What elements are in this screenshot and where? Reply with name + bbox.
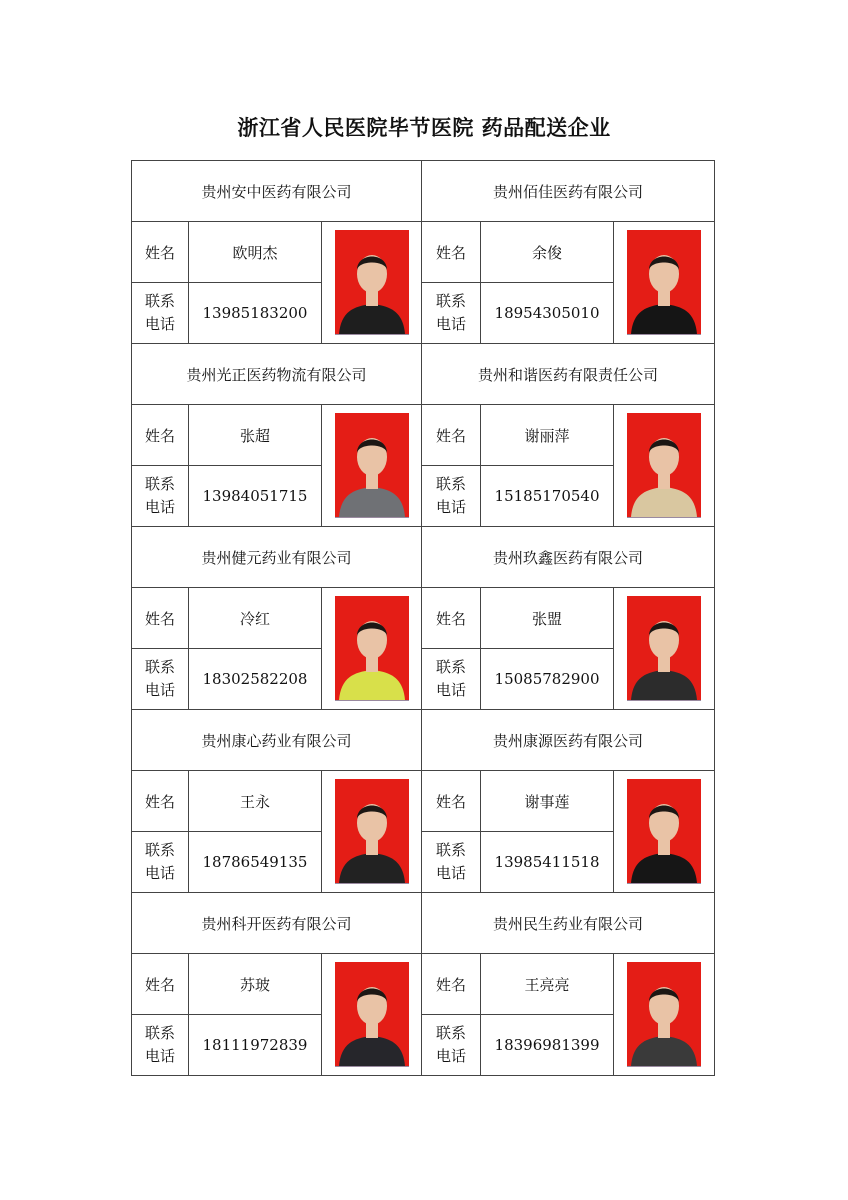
- company-name: 贵州光正医药物流有限公司: [132, 344, 422, 405]
- company-name: 贵州玖鑫医药有限公司: [422, 527, 715, 588]
- contact-photo: [627, 596, 701, 701]
- phone-label: [132, 466, 189, 527]
- contact-phone: 15185170540: [481, 466, 614, 527]
- phone-label: [132, 649, 189, 710]
- phone-label-line2: 电话: [436, 315, 467, 333]
- person-silhouette-icon: [335, 413, 409, 517]
- phone-label-line2: 电话: [436, 1047, 467, 1065]
- phone-label-line1: 联系: [436, 658, 467, 676]
- contact-photo: [335, 962, 409, 1067]
- photo-cell: [614, 405, 715, 527]
- contact-photo: [335, 779, 409, 884]
- phone-label: [132, 1015, 189, 1076]
- company-name: 贵州民生药业有限公司: [422, 893, 715, 954]
- contact-name: 王亮亮: [481, 954, 614, 1015]
- company-name: 贵州科开医药有限公司: [132, 893, 422, 954]
- photo-cell: [322, 405, 422, 527]
- name-label: 姓名: [422, 405, 481, 466]
- phone-label-line1: 联系: [144, 292, 175, 310]
- person-silhouette-icon: [627, 230, 701, 334]
- name-label: 姓名: [132, 588, 189, 649]
- phone-label: [132, 832, 189, 893]
- phone-label: [422, 832, 481, 893]
- phone-label: [422, 649, 481, 710]
- contact-phone: 18786549135: [189, 832, 322, 893]
- person-silhouette-icon: [335, 596, 409, 700]
- photo-cell: [322, 954, 422, 1076]
- person-silhouette-icon: [627, 413, 701, 517]
- contact-name: 冷红: [189, 588, 322, 649]
- phone-label-line2: 电话: [144, 315, 175, 333]
- contact-phone: 18111972839: [189, 1015, 322, 1076]
- page-title: 浙江省人民医院毕节医院 药品配送企业: [237, 116, 611, 140]
- phone-label-line2: 电话: [144, 681, 175, 699]
- phone-label: [422, 283, 481, 344]
- name-label: 姓名: [422, 588, 481, 649]
- contact-phone: 18954305010: [481, 283, 614, 344]
- phone-label-line1: 联系: [144, 658, 175, 676]
- phone-label-line1: 联系: [436, 475, 467, 493]
- contact-name: 王永: [189, 771, 322, 832]
- phone-label-line1: 联系: [144, 841, 175, 859]
- person-silhouette-icon: [335, 962, 409, 1066]
- phone-label: [422, 466, 481, 527]
- phone-label: [422, 1015, 481, 1076]
- contact-photo: [627, 779, 701, 884]
- contact-photo: [335, 230, 409, 335]
- phone-label-line1: 联系: [436, 841, 467, 859]
- contact-name: 谢丽萍: [481, 405, 614, 466]
- contact-name: 欧明杰: [189, 222, 322, 283]
- person-silhouette-icon: [627, 596, 701, 700]
- contact-name: 苏玻: [189, 954, 322, 1015]
- phone-label-line2: 电话: [436, 864, 467, 882]
- photo-cell: [614, 771, 715, 893]
- company-name: 贵州康源医药有限公司: [422, 710, 715, 771]
- contact-phone: 13984051715: [189, 466, 322, 527]
- contact-phone: 13985411518: [481, 832, 614, 893]
- name-label: 姓名: [422, 954, 481, 1015]
- contact-name: 谢事莲: [481, 771, 614, 832]
- phone-label-line2: 电话: [436, 681, 467, 699]
- company-name: 贵州和谐医药有限责任公司: [422, 344, 715, 405]
- phone-label: [132, 283, 189, 344]
- contact-name: 张盟: [481, 588, 614, 649]
- contact-name: 余俊: [481, 222, 614, 283]
- name-label: 姓名: [132, 954, 189, 1015]
- contact-phone: 15085782900: [481, 649, 614, 710]
- phone-label-line1: 联系: [144, 475, 175, 493]
- name-label: 姓名: [132, 405, 189, 466]
- photo-cell: [614, 588, 715, 710]
- phone-label-line2: 电话: [144, 1047, 175, 1065]
- contact-photo: [335, 596, 409, 701]
- contact-phone: 13985183200: [189, 283, 322, 344]
- phone-label-line1: 联系: [144, 1024, 175, 1042]
- contact-phone: 18396981399: [481, 1015, 614, 1076]
- contact-photo: [627, 962, 701, 1067]
- distributor-table: [131, 160, 715, 1076]
- phone-label-line2: 电话: [436, 498, 467, 516]
- company-name: 贵州康心药业有限公司: [132, 710, 422, 771]
- name-label: 姓名: [422, 771, 481, 832]
- contact-photo: [627, 230, 701, 335]
- company-name: 贵州佰佳医药有限公司: [422, 161, 715, 222]
- photo-cell: [614, 954, 715, 1076]
- company-name: 贵州健元药业有限公司: [132, 527, 422, 588]
- photo-cell: [322, 222, 422, 344]
- company-name: 贵州安中医药有限公司: [132, 161, 422, 222]
- person-silhouette-icon: [335, 230, 409, 334]
- name-label: 姓名: [422, 222, 481, 283]
- contact-name: 张超: [189, 405, 322, 466]
- photo-cell: [614, 222, 715, 344]
- phone-label-line2: 电话: [144, 498, 175, 516]
- phone-label-line2: 电话: [144, 864, 175, 882]
- name-label: 姓名: [132, 771, 189, 832]
- phone-label-line1: 联系: [436, 1024, 467, 1042]
- contact-photo: [335, 413, 409, 518]
- photo-cell: [322, 771, 422, 893]
- person-silhouette-icon: [627, 779, 701, 883]
- contact-phone: 18302582208: [189, 649, 322, 710]
- contact-photo: [627, 413, 701, 518]
- phone-label-line1: 联系: [436, 292, 467, 310]
- photo-cell: [322, 588, 422, 710]
- person-silhouette-icon: [335, 779, 409, 883]
- person-silhouette-icon: [627, 962, 701, 1066]
- name-label: 姓名: [132, 222, 189, 283]
